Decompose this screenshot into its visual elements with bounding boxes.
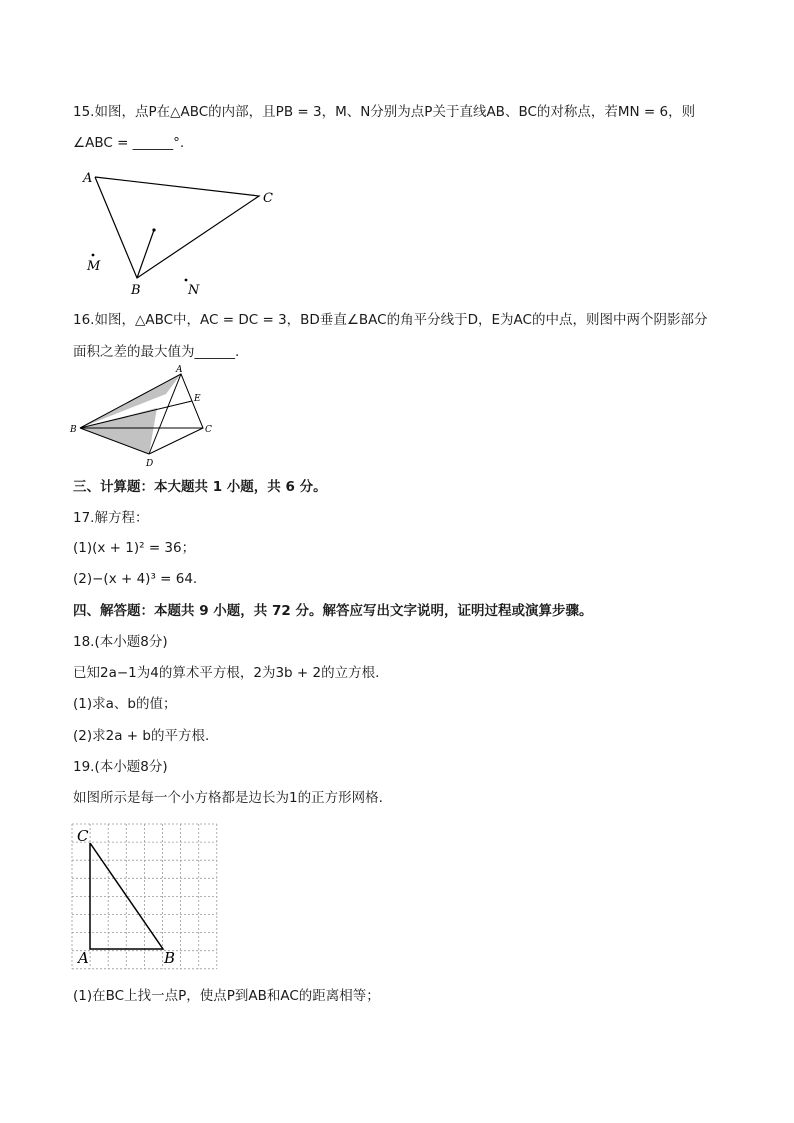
section3-heading: 三、计算题：本大题共 1 小题，共 6 分。 <box>73 479 327 495</box>
q19-stem: 如图所示是每一个小方格都是边长为1的正方形网格. <box>73 790 383 806</box>
q15-point-m <box>92 254 95 257</box>
q16-label-e: E <box>194 394 201 404</box>
q15-segment-pb <box>137 230 154 278</box>
q16-label-b: B <box>70 425 77 435</box>
q19-part1: (1)在BC上找一点P，使点P到AB和AC的距离相等； <box>73 988 380 1004</box>
q18-part1: (1)求a、b的值； <box>73 696 177 712</box>
q16-label-a: A <box>176 365 183 375</box>
q19-grid <box>72 824 217 969</box>
q16-line1: 16.如图，△ABC中，AC = DC = 3，BD垂直∠BAC的角平分线于D，E为AC的中点，则图中两个阴影部分 <box>73 312 708 328</box>
q15-line1: 15.如图，点P在△ABC的内部，且PB = 3，M、N分别为点P关于直线AB、BC的对称点，若MN = 6，则 <box>73 104 696 120</box>
q17-part2: (2)−(x + 4)³ = 64. <box>73 571 198 587</box>
q18-part2: (2)求2a + b的平方根. <box>73 728 210 744</box>
q19-grid-figure <box>70 822 222 970</box>
q15-line2: ∠ABC = ______°. <box>73 135 185 151</box>
q15-label-a: A <box>83 171 93 186</box>
q19-label-a: A <box>78 949 89 967</box>
q19-title: 19.(本小题8分) <box>73 759 168 775</box>
q18-stem: 已知2a−1为4的算术平方根，2为3b + 2的立方根. <box>73 665 380 681</box>
q16-segment-dc <box>149 428 203 454</box>
q19-label-c: C <box>77 827 89 845</box>
q16-line2: 面积之差的最大值为______. <box>73 344 240 360</box>
q15-label-n: N <box>188 283 200 298</box>
q16-label-c: C <box>205 425 212 435</box>
q15-label-c: C <box>263 191 273 206</box>
q19-label-b: B <box>164 949 176 967</box>
q15-label-m: M <box>87 259 101 274</box>
q17-title: 17.解方程： <box>73 510 149 526</box>
q16-shade-2 <box>80 408 157 454</box>
q15-point-n <box>185 279 188 282</box>
q15-point-p <box>152 228 155 231</box>
q15-figure <box>78 165 288 300</box>
q18-title: 18.(本小题8分) <box>73 634 168 650</box>
q16-label-d: D <box>146 459 154 469</box>
q15-label-b: B <box>131 283 141 298</box>
q17-part1: (1)(x + 1)² = 36； <box>73 540 196 556</box>
q16-figure <box>68 362 218 472</box>
q15-triangle <box>95 177 259 278</box>
section4-heading: 四、解答题：本题共 9 小题，共 72 分。解答应写出文字说明，证明过程或演算步骤。 <box>73 603 593 619</box>
